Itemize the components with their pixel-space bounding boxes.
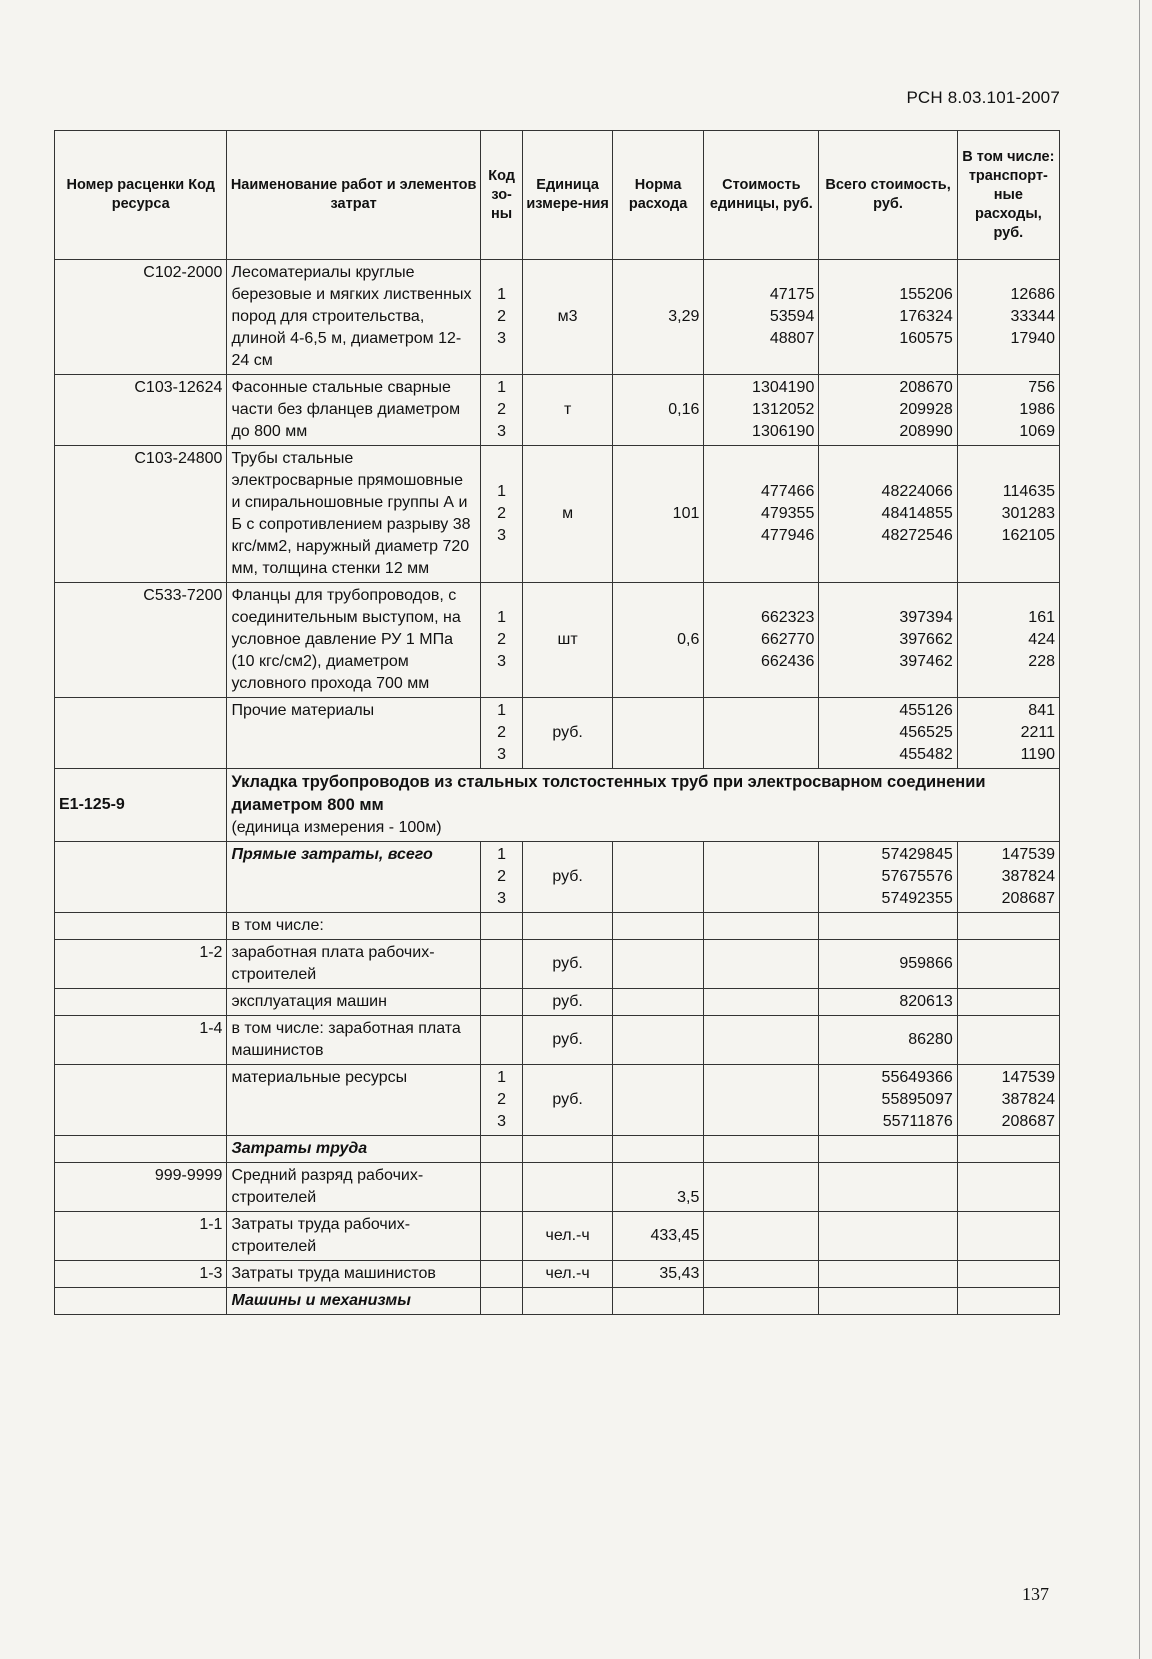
table-row-avg-grade: 999-9999 Средний разряд рабочих-строителей 3,5 — [55, 1163, 1060, 1212]
table-row-machines-header: Машины и механизмы — [55, 1288, 1060, 1315]
table-row-labor-drivers: 1-3 Затраты труда машинистов чел.-ч 35,43 — [55, 1261, 1060, 1288]
unit-cost-values — [704, 698, 819, 769]
resource-norm: 3,29 — [612, 260, 704, 375]
resource-unit: шт — [523, 583, 612, 698]
transport-cost-values: 12686 33344 17940 — [957, 260, 1059, 375]
zone-codes: 1 2 3 — [480, 698, 523, 769]
resource-code: С533-7200 — [55, 583, 227, 698]
resource-name: Фасонные стальные сварные части без фланцев диаметром до 800 мм — [227, 375, 480, 446]
resource-norm: 0,6 — [612, 583, 704, 698]
table-row-labor-workers: 1-1 Затраты труда рабочих-строителей чел.-ч 433,45 — [55, 1212, 1060, 1261]
table-row-machines: эксплуатация машин руб. 820613 — [55, 989, 1060, 1016]
table-row-material-resources: материальные ресурсы 1 2 3 руб. 55649366 55895097 55711876 147539 387824 208687 — [55, 1065, 1060, 1136]
total-cost-values: 48224066 48414855 48272546 — [819, 446, 957, 583]
resource-name: Прочие материалы — [227, 698, 480, 769]
document-code: РСН 8.03.101-2007 — [906, 88, 1060, 107]
zone-codes: 1 2 3 — [480, 583, 523, 698]
unit-cost-values: 1304190 1312052 1306190 — [704, 375, 819, 446]
col-header-unit: Единица измере-ния — [523, 131, 612, 260]
section-title: Укладка трубопроводов из стальных толстостенных труб при электросварном соединении диаметром 800 мм — [231, 773, 986, 814]
unit-cost-values: 662323 662770 662436 — [704, 583, 819, 698]
table-row-labor-header: Затраты труда — [55, 1136, 1060, 1163]
table-row-direct-costs: Прямые затраты, всего 1 2 3 руб. 57429845 57675576 57492355 147539 387824 208687 — [55, 842, 1060, 913]
section-unit-note: (единица измерения - 100м) — [231, 819, 442, 836]
zone-codes: 1 2 3 — [480, 260, 523, 375]
table-row-driver-wages: 1-4 в том числе: заработная плата машинистов руб. 86280 — [55, 1016, 1060, 1065]
resource-unit: м3 — [523, 260, 612, 375]
col-header-transport: В том числе: транспорт-ные расходы, руб. — [957, 131, 1059, 260]
transport-cost-values: 756 1986 1069 — [957, 375, 1059, 446]
total-cost-values: 155206 176324 160575 — [819, 260, 957, 375]
resource-norm: 101 — [612, 446, 704, 583]
col-header-zone: Код зо-ны — [480, 131, 523, 260]
direct-costs-label: Прямые затраты, всего — [227, 842, 480, 913]
estimate-table — [54, 130, 1060, 1315]
resource-name: Фланцы для трубопроводов, с соединительным выступом, на условное давление РУ 1 МПа (10 кгс/см2), диаметром условного прохода 700 мм — [227, 583, 480, 698]
transport-cost-values: 161 424 228 — [957, 583, 1059, 698]
resource-norm — [612, 698, 704, 769]
page-number: 137 — [1022, 1584, 1049, 1604]
zone-codes: 1 2 3 — [480, 375, 523, 446]
table-row-material — [55, 260, 1060, 375]
table-row-wages: 1-2 заработная плата рабочих-строителей руб. 959866 — [55, 940, 1060, 989]
transport-cost-values: 114635 301283 162105 — [957, 446, 1059, 583]
resource-code — [55, 698, 227, 769]
total-cost-values: 397394 397662 397462 — [819, 583, 957, 698]
resource-unit: руб. — [523, 698, 612, 769]
resource-name: Лесоматериалы круглые березовые и мягких лиственных пород для строительства, длиной 4-6,5 м, диаметром 12-24 см — [227, 260, 480, 375]
table-header-row — [55, 131, 1060, 260]
resource-unit: т — [523, 375, 612, 446]
section-code: Е1-125-9 — [55, 769, 227, 842]
including-label: в том числе: — [227, 913, 480, 940]
col-header-norm: Норма расхода — [612, 131, 704, 260]
unit-cost-values: 477466 479355 477946 — [704, 446, 819, 583]
section-title-row — [55, 769, 1060, 842]
page-spine-line — [1139, 0, 1140, 1659]
resource-norm: 0,16 — [612, 375, 704, 446]
resource-code: С103-12624 — [55, 375, 227, 446]
col-header-code: Номер расценки Код ресурса — [55, 131, 227, 260]
resource-unit: м — [523, 446, 612, 583]
transport-cost-values: 841 2211 1190 — [957, 698, 1059, 769]
section-title-cell — [227, 769, 1060, 842]
table-row-material — [55, 446, 1060, 583]
total-cost-values: 455126 456525 455482 — [819, 698, 957, 769]
resource-code: С102-2000 — [55, 260, 227, 375]
table-row-material — [55, 698, 1060, 769]
col-header-unit-cost: Стоимость единицы, руб. — [704, 131, 819, 260]
resource-code: С103-24800 — [55, 446, 227, 583]
col-header-name: Наименование работ и элементов затрат — [227, 131, 480, 260]
zone-codes: 1 2 3 — [480, 446, 523, 583]
table-row-including — [55, 913, 1060, 940]
table-row-material — [55, 583, 1060, 698]
col-header-total: Всего стоимость, руб. — [819, 131, 957, 260]
resource-name: Трубы стальные электросварные прямошовные и спиральношовные группы А и Б с сопротивлением разрыву 38 кгс/мм2, наружный диаметр 720 мм, толщина стенки 12 мм — [227, 446, 480, 583]
unit-cost-values: 47175 53594 48807 — [704, 260, 819, 375]
table-row-material — [55, 375, 1060, 446]
total-cost-values: 208670 209928 208990 — [819, 375, 957, 446]
